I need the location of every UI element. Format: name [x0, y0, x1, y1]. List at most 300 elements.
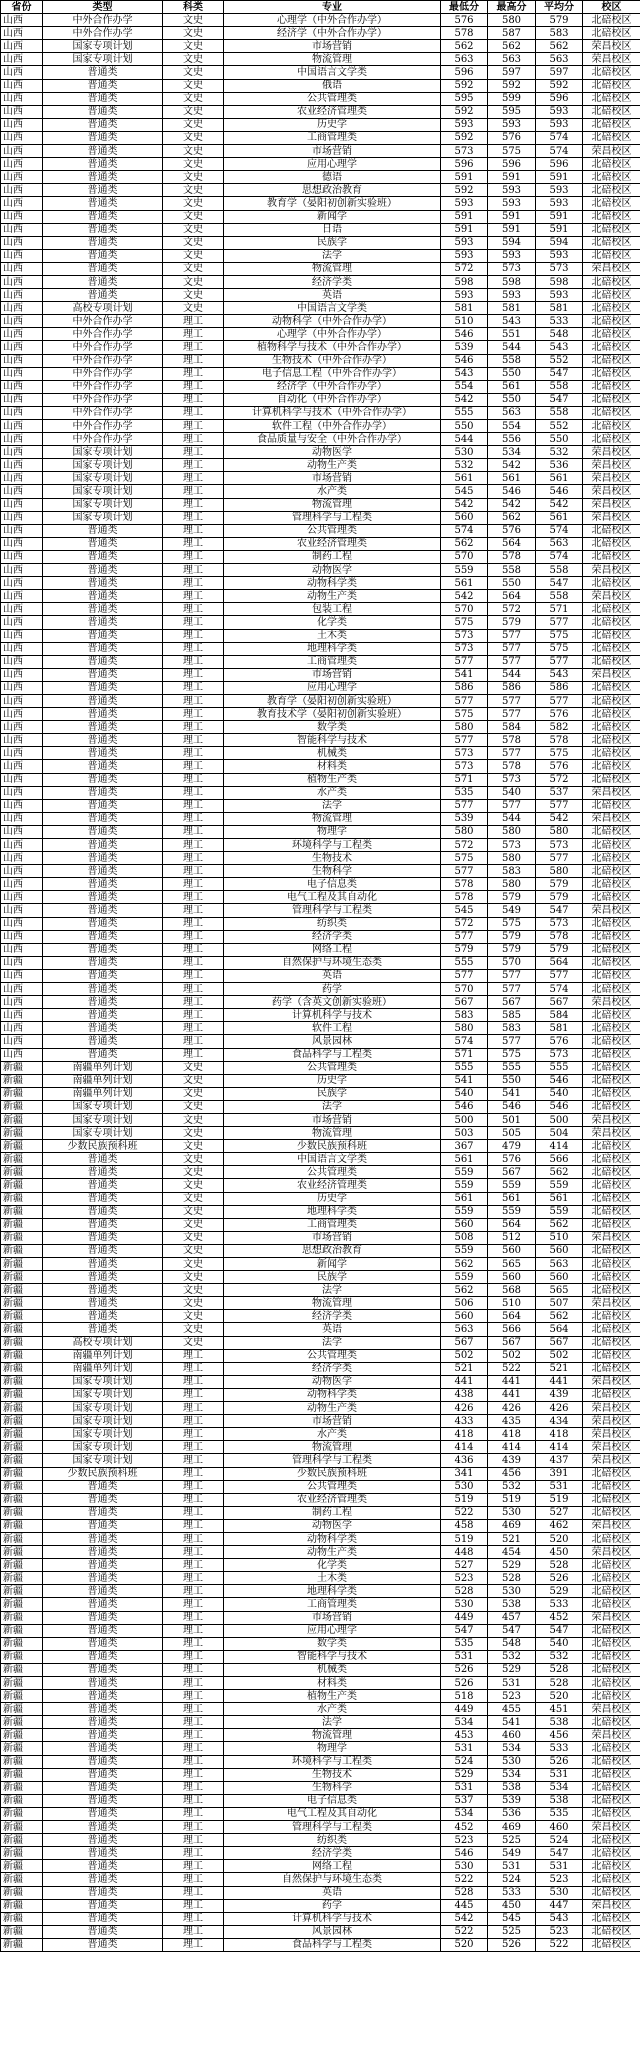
province-cell: 山西 [1, 158, 43, 171]
campus-cell: 北碚校区 [583, 1074, 640, 1087]
table-row [1, 603, 640, 616]
subject-category-cell: 文史 [163, 184, 224, 197]
avg-score-cell: 558 [536, 590, 583, 603]
table-row [1, 1532, 640, 1545]
type-cell: 中外合作办学 [43, 14, 163, 27]
min-score-cell: 593 [441, 289, 488, 302]
max-score-cell: 525 [488, 1834, 536, 1847]
max-score-cell: 534 [488, 446, 536, 459]
table-row [1, 341, 640, 354]
avg-score-cell: 579 [536, 878, 583, 891]
type-cell: 普通类 [43, 655, 163, 668]
type-cell: 普通类 [43, 1873, 163, 1886]
major-cell: 俄语 [224, 79, 441, 92]
type-cell: 中外合作办学 [43, 380, 163, 393]
avg-score-cell: 538 [536, 1716, 583, 1729]
campus-cell: 北碚校区 [583, 1506, 640, 1519]
table-row [1, 433, 640, 446]
avg-score-cell: 596 [536, 92, 583, 105]
subject-category-cell: 理工 [163, 760, 224, 773]
table-row [1, 1428, 640, 1441]
table-row [1, 1663, 640, 1676]
min-score-cell: 591 [441, 223, 488, 236]
avg-score-cell: 563 [536, 53, 583, 66]
avg-score-cell: 546 [536, 485, 583, 498]
subject-category-cell: 文史 [163, 158, 224, 171]
table-row [1, 27, 640, 40]
major-cell: 少数民族预科班 [224, 1467, 441, 1480]
max-score-cell: 536 [488, 1807, 536, 1820]
avg-score-cell: 579 [536, 891, 583, 904]
type-cell: 普通类 [43, 564, 163, 577]
campus-cell: 北碚校区 [583, 1048, 640, 1061]
subject-category-cell: 理工 [163, 1834, 224, 1847]
subject-category-cell: 理工 [163, 825, 224, 838]
campus-cell: 北碚校区 [583, 275, 640, 288]
max-score-cell: 538 [488, 1781, 536, 1794]
min-score-cell: 570 [441, 983, 488, 996]
max-score-cell: 567 [488, 1336, 536, 1349]
table-row [1, 1402, 640, 1415]
table-row [1, 537, 640, 550]
major-cell: 数学类 [224, 1637, 441, 1650]
max-score-cell: 559 [488, 1179, 536, 1192]
max-score-cell: 522 [488, 1362, 536, 1375]
max-score-cell: 542 [488, 498, 536, 511]
province-cell: 新疆 [1, 1205, 43, 1218]
min-score-cell: 438 [441, 1388, 488, 1401]
subject-category-cell: 理工 [163, 1559, 224, 1572]
major-cell: 自动化（中外合作办学） [224, 393, 441, 406]
min-score-cell: 531 [441, 1781, 488, 1794]
max-score-cell: 586 [488, 681, 536, 694]
subject-category-cell: 理工 [163, 891, 224, 904]
min-score-cell: 458 [441, 1519, 488, 1532]
min-score-cell: 593 [441, 197, 488, 210]
subject-category-cell: 理工 [163, 328, 224, 341]
min-score-cell: 522 [441, 1873, 488, 1886]
subject-category-cell: 理工 [163, 1873, 224, 1886]
campus-cell: 北碚校区 [583, 1493, 640, 1506]
max-score-cell: 502 [488, 1349, 536, 1362]
header-min-score: 最低分 [441, 1, 488, 14]
type-cell: 普通类 [43, 694, 163, 707]
min-score-cell: 519 [441, 1532, 488, 1545]
campus-cell: 北碚校区 [583, 1873, 640, 1886]
province-cell: 山西 [1, 498, 43, 511]
campus-cell: 北碚校区 [583, 328, 640, 341]
province-cell: 山西 [1, 969, 43, 982]
campus-cell: 荣昌校区 [583, 668, 640, 681]
table-row [1, 1925, 640, 1938]
subject-category-cell: 理工 [163, 498, 224, 511]
campus-cell: 北碚校区 [583, 302, 640, 315]
type-cell: 普通类 [43, 1506, 163, 1519]
avg-score-cell: 414 [536, 1140, 583, 1153]
avg-score-cell: 593 [536, 289, 583, 302]
province-cell: 山西 [1, 734, 43, 747]
province-cell: 新疆 [1, 1925, 43, 1938]
major-cell: 法学 [224, 1336, 441, 1349]
min-score-cell: 580 [441, 825, 488, 838]
min-score-cell: 595 [441, 92, 488, 105]
type-cell: 中外合作办学 [43, 341, 163, 354]
max-score-cell: 579 [488, 891, 536, 904]
major-cell: 应用心理学 [224, 1624, 441, 1637]
subject-category-cell: 理工 [163, 668, 224, 681]
min-score-cell: 503 [441, 1127, 488, 1140]
province-cell: 新疆 [1, 1428, 43, 1441]
major-cell: 食品质量与安全（中外合作办学） [224, 433, 441, 446]
avg-score-cell: 507 [536, 1297, 583, 1310]
header-major: 专业 [224, 1, 441, 14]
max-score-cell: 533 [488, 1886, 536, 1899]
max-score-cell: 577 [488, 708, 536, 721]
major-cell: 化学类 [224, 616, 441, 629]
subject-category-cell: 文史 [163, 53, 224, 66]
subject-category-cell: 理工 [163, 799, 224, 812]
campus-cell: 北碚校区 [583, 537, 640, 550]
avg-score-cell: 418 [536, 1428, 583, 1441]
province-cell: 新疆 [1, 1153, 43, 1166]
max-score-cell: 577 [488, 799, 536, 812]
type-cell: 国家专项计划 [43, 1415, 163, 1428]
major-cell: 市场营销 [224, 1611, 441, 1624]
major-cell: 动物科学类 [224, 1532, 441, 1545]
table-row [1, 1100, 640, 1113]
province-cell: 山西 [1, 302, 43, 315]
major-cell: 中国语言文学类 [224, 66, 441, 79]
campus-cell: 北碚校区 [583, 1690, 640, 1703]
province-cell: 山西 [1, 367, 43, 380]
subject-category-cell: 理工 [163, 550, 224, 563]
type-cell: 普通类 [43, 1847, 163, 1860]
type-cell: 普通类 [43, 865, 163, 878]
max-score-cell: 593 [488, 249, 536, 262]
type-cell: 普通类 [43, 524, 163, 537]
province-cell: 山西 [1, 380, 43, 393]
type-cell: 普通类 [43, 917, 163, 930]
avg-score-cell: 437 [536, 1454, 583, 1467]
major-cell: 公共管理类 [224, 1061, 441, 1074]
min-score-cell: 562 [441, 537, 488, 550]
major-cell: 动物科学类 [224, 577, 441, 590]
avg-score-cell: 543 [536, 1912, 583, 1925]
type-cell: 少数民族预科班 [43, 1467, 163, 1480]
campus-cell: 北碚校区 [583, 184, 640, 197]
min-score-cell: 581 [441, 302, 488, 315]
min-score-cell: 510 [441, 315, 488, 328]
type-cell: 普通类 [43, 825, 163, 838]
province-cell: 山西 [1, 891, 43, 904]
table-row [1, 1807, 640, 1820]
province-cell: 新疆 [1, 1886, 43, 1899]
province-cell: 山西 [1, 524, 43, 537]
table-row [1, 393, 640, 406]
subject-category-cell: 理工 [163, 1428, 224, 1441]
campus-cell: 荣昌校区 [583, 1428, 640, 1441]
min-score-cell: 578 [441, 878, 488, 891]
max-score-cell: 587 [488, 27, 536, 40]
campus-cell: 北碚校区 [583, 1100, 640, 1113]
campus-cell: 荣昌校区 [583, 145, 640, 158]
avg-score-cell: 575 [536, 629, 583, 642]
province-cell: 新疆 [1, 1821, 43, 1834]
max-score-cell: 521 [488, 1532, 536, 1545]
max-score-cell: 530 [488, 1585, 536, 1598]
max-score-cell: 426 [488, 1402, 536, 1415]
subject-category-cell: 文史 [163, 1336, 224, 1349]
min-score-cell: 593 [441, 236, 488, 249]
table-row [1, 1022, 640, 1035]
type-cell: 普通类 [43, 1637, 163, 1650]
avg-score-cell: 434 [536, 1415, 583, 1428]
major-cell: 经济学类 [224, 1362, 441, 1375]
subject-category-cell: 文史 [163, 1258, 224, 1271]
table-row [1, 236, 640, 249]
major-cell: 民族学 [224, 236, 441, 249]
max-score-cell: 593 [488, 184, 536, 197]
min-score-cell: 554 [441, 380, 488, 393]
major-cell: 软件工程（中外合作办学） [224, 420, 441, 433]
type-cell: 普通类 [43, 1755, 163, 1768]
table-row [1, 446, 640, 459]
avg-score-cell: 560 [536, 1244, 583, 1257]
min-score-cell: 537 [441, 1794, 488, 1807]
subject-category-cell: 理工 [163, 446, 224, 459]
province-cell: 山西 [1, 943, 43, 956]
type-cell: 普通类 [43, 1807, 163, 1820]
avg-score-cell: 573 [536, 262, 583, 275]
type-cell: 普通类 [43, 956, 163, 969]
table-row [1, 917, 640, 930]
province-cell: 新疆 [1, 1781, 43, 1794]
major-cell: 动物医学 [224, 1375, 441, 1388]
major-cell: 少数民族预科班 [224, 1140, 441, 1153]
subject-category-cell: 文史 [163, 1310, 224, 1323]
subject-category-cell: 文史 [163, 1127, 224, 1140]
avg-score-cell: 591 [536, 223, 583, 236]
max-score-cell: 528 [488, 1572, 536, 1585]
min-score-cell: 573 [441, 145, 488, 158]
max-score-cell: 562 [488, 511, 536, 524]
avg-score-cell: 558 [536, 380, 583, 393]
subject-category-cell: 理工 [163, 1703, 224, 1716]
max-score-cell: 439 [488, 1454, 536, 1467]
table-row [1, 1362, 640, 1375]
campus-cell: 荣昌校区 [583, 262, 640, 275]
major-cell: 法学 [224, 1100, 441, 1113]
avg-score-cell: 533 [536, 315, 583, 328]
major-cell: 计算机科学与技术 [224, 1912, 441, 1925]
table-row [1, 1572, 640, 1585]
subject-category-cell: 理工 [163, 1912, 224, 1925]
table-row [1, 40, 640, 53]
province-cell: 山西 [1, 27, 43, 40]
campus-cell: 北碚校区 [583, 1179, 640, 1192]
campus-cell: 荣昌校区 [583, 511, 640, 524]
province-cell: 新疆 [1, 1663, 43, 1676]
table-row [1, 681, 640, 694]
min-score-cell: 523 [441, 1572, 488, 1585]
avg-score-cell: 532 [536, 1650, 583, 1663]
subject-category-cell: 文史 [163, 40, 224, 53]
type-cell: 普通类 [43, 1218, 163, 1231]
major-cell: 物流管理 [224, 262, 441, 275]
table-row [1, 472, 640, 485]
min-score-cell: 519 [441, 1493, 488, 1506]
max-score-cell: 562 [488, 40, 536, 53]
table-row [1, 406, 640, 419]
table-row [1, 1336, 640, 1349]
min-score-cell: 562 [441, 40, 488, 53]
province-cell: 山西 [1, 459, 43, 472]
major-cell: 市场营销 [224, 472, 441, 485]
table-row [1, 812, 640, 825]
subject-category-cell: 文史 [163, 79, 224, 92]
major-cell: 物流管理 [224, 1441, 441, 1454]
min-score-cell: 575 [441, 616, 488, 629]
subject-category-cell: 理工 [163, 1663, 224, 1676]
subject-category-cell: 理工 [163, 629, 224, 642]
min-score-cell: 508 [441, 1231, 488, 1244]
max-score-cell: 578 [488, 734, 536, 747]
min-score-cell: 561 [441, 1153, 488, 1166]
min-score-cell: 577 [441, 799, 488, 812]
avg-score-cell: 567 [536, 996, 583, 1009]
subject-category-cell: 理工 [163, 1572, 224, 1585]
min-score-cell: 580 [441, 721, 488, 734]
campus-cell: 北碚校区 [583, 1310, 640, 1323]
max-score-cell: 542 [488, 459, 536, 472]
avg-score-cell: 559 [536, 1179, 583, 1192]
subject-category-cell: 理工 [163, 380, 224, 393]
subject-category-cell: 理工 [163, 812, 224, 825]
table-row [1, 564, 640, 577]
table-row [1, 1755, 640, 1768]
table-row [1, 1585, 640, 1598]
header-type: 类型 [43, 1, 163, 14]
avg-score-cell: 561 [536, 472, 583, 485]
major-cell: 历史学 [224, 118, 441, 131]
type-cell: 普通类 [43, 1166, 163, 1179]
subject-category-cell: 理工 [163, 1480, 224, 1493]
province-cell: 山西 [1, 275, 43, 288]
avg-score-cell: 558 [536, 406, 583, 419]
province-cell: 山西 [1, 708, 43, 721]
type-cell: 普通类 [43, 1598, 163, 1611]
table-row [1, 131, 640, 144]
campus-cell: 北碚校区 [583, 433, 640, 446]
major-cell: 物流管理 [224, 498, 441, 511]
min-score-cell: 546 [441, 1847, 488, 1860]
min-score-cell: 596 [441, 66, 488, 79]
avg-score-cell: 577 [536, 969, 583, 982]
avg-score-cell: 581 [536, 302, 583, 315]
table-row [1, 262, 640, 275]
min-score-cell: 563 [441, 53, 488, 66]
province-cell: 新疆 [1, 1860, 43, 1873]
subject-category-cell: 理工 [163, 681, 224, 694]
subject-category-cell: 理工 [163, 1402, 224, 1415]
avg-score-cell: 528 [536, 1559, 583, 1572]
major-cell: 动物生产类 [224, 590, 441, 603]
avg-score-cell: 552 [536, 420, 583, 433]
table-row [1, 1781, 640, 1794]
campus-cell: 北碚校区 [583, 1559, 640, 1572]
major-cell: 动物生产类 [224, 1546, 441, 1559]
subject-category-cell: 理工 [163, 603, 224, 616]
table-row [1, 223, 640, 236]
min-score-cell: 563 [441, 1323, 488, 1336]
campus-cell: 北碚校区 [583, 1349, 640, 1362]
avg-score-cell: 563 [536, 537, 583, 550]
avg-score-cell: 502 [536, 1349, 583, 1362]
type-cell: 中外合作办学 [43, 328, 163, 341]
max-score-cell: 548 [488, 1637, 536, 1650]
type-cell: 普通类 [43, 1258, 163, 1271]
campus-cell: 北碚校区 [583, 1572, 640, 1585]
subject-category-cell: 理工 [163, 315, 224, 328]
major-cell: 日语 [224, 223, 441, 236]
min-score-cell: 573 [441, 642, 488, 655]
major-cell: 动物科学类 [224, 1388, 441, 1401]
province-cell: 山西 [1, 184, 43, 197]
campus-cell: 北碚校区 [583, 616, 640, 629]
campus-cell: 荣昌校区 [583, 996, 640, 1009]
campus-cell: 北碚校区 [583, 1153, 640, 1166]
min-score-cell: 592 [441, 79, 488, 92]
major-cell: 植物科学与技术（中外合作办学） [224, 341, 441, 354]
campus-cell: 北碚校区 [583, 66, 640, 79]
table-row [1, 1493, 640, 1506]
subject-category-cell: 理工 [163, 1506, 224, 1519]
province-cell: 山西 [1, 131, 43, 144]
max-score-cell: 532 [488, 1480, 536, 1493]
max-score-cell: 591 [488, 210, 536, 223]
province-cell: 新疆 [1, 1349, 43, 1362]
max-score-cell: 577 [488, 642, 536, 655]
subject-category-cell: 理工 [163, 1637, 224, 1650]
type-cell: 国家专项计划 [43, 1454, 163, 1467]
table-row [1, 734, 640, 747]
type-cell: 普通类 [43, 1009, 163, 1022]
min-score-cell: 559 [441, 1205, 488, 1218]
type-cell: 普通类 [43, 760, 163, 773]
table-row [1, 1480, 640, 1493]
min-score-cell: 576 [441, 14, 488, 27]
table-row [1, 891, 640, 904]
table-row [1, 852, 640, 865]
province-cell: 新疆 [1, 1519, 43, 1532]
avg-score-cell: 519 [536, 1493, 583, 1506]
campus-cell: 北碚校区 [583, 1925, 640, 1938]
type-cell: 普通类 [43, 550, 163, 563]
major-cell: 软件工程 [224, 1022, 441, 1035]
campus-cell: 北碚校区 [583, 1009, 640, 1022]
subject-category-cell: 理工 [163, 1441, 224, 1454]
subject-category-cell: 理工 [163, 1781, 224, 1794]
max-score-cell: 564 [488, 1218, 536, 1231]
major-cell: 经济学类 [224, 1847, 441, 1860]
campus-cell: 北碚校区 [583, 603, 640, 616]
min-score-cell: 547 [441, 1624, 488, 1637]
campus-cell: 北碚校区 [583, 1205, 640, 1218]
min-score-cell: 546 [441, 328, 488, 341]
subject-category-cell: 文史 [163, 1166, 224, 1179]
type-cell: 普通类 [43, 275, 163, 288]
type-cell: 国家专项计划 [43, 1441, 163, 1454]
